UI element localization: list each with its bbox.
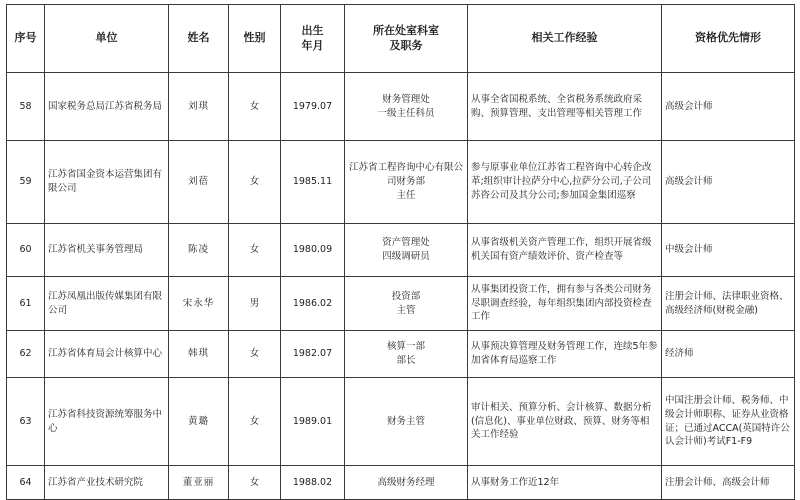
cell-experience: 从事财务工作近12年 (468, 466, 662, 500)
cell-unit: 江苏省科技资源统筹服务中心 (45, 378, 169, 466)
cell-seq: 64 (7, 466, 45, 500)
cell-name: 韩琪 (169, 331, 229, 378)
cell-experience: 审计相关、预算分析、会计核算、数据分析(信息化)、事业单位财政、预算、财务等相关工作经验 (468, 378, 662, 466)
cell-unit: 江苏省产业技术研究院 (45, 466, 169, 500)
cell-dept: 江苏省工程咨询中心有限公司财务部 主任 (345, 141, 468, 224)
cell-birth: 1982.07 (281, 331, 345, 378)
table-row (7, 277, 795, 331)
cell-birth: 1986.02 (281, 277, 345, 331)
cell-qualification: 高级会计师 (662, 141, 795, 224)
cell-dept: 高级财务经理 (345, 466, 468, 500)
cell-unit: 江苏省国金资本运营集团有限公司 (45, 141, 169, 224)
cell-unit: 国家税务总局江苏省税务局 (45, 73, 169, 141)
header-gender: 性别 (229, 5, 281, 73)
cell-experience: 从事集团投资工作，拥有参与各类公司财务尽职调查经验，每年组织集团内部投资检查工作 (468, 277, 662, 331)
cell-experience: 参与原事业单位江苏省工程咨询中心转企改革;组织审计拉萨分中心,拉萨分公司,子公司苏咨公司及其分公司;参加国金集团巡察 (468, 141, 662, 224)
cell-dept: 财务管理处 一级主任科员 (345, 73, 468, 141)
table-header-row (7, 5, 795, 73)
cell-gender: 女 (229, 466, 281, 500)
header-qualification: 资格优先情形 (662, 5, 795, 73)
header-experience: 相关工作经验 (468, 5, 662, 73)
cell-dept: 财务主管 (345, 378, 468, 466)
cell-unit: 江苏省机关事务管理局 (45, 224, 169, 277)
table-row (7, 224, 795, 277)
cell-gender: 女 (229, 331, 281, 378)
cell-gender: 女 (229, 224, 281, 277)
header-birth: 出生 年月 (281, 5, 345, 73)
cell-name: 刘蓓 (169, 141, 229, 224)
cell-qualification: 高级会计师 (662, 73, 795, 141)
cell-seq: 62 (7, 331, 45, 378)
cell-name: 黄璐 (169, 378, 229, 466)
header-unit: 单位 (45, 5, 169, 73)
cell-gender: 女 (229, 141, 281, 224)
table-row (7, 378, 795, 466)
cell-birth: 1988.02 (281, 466, 345, 500)
cell-dept: 核算一部 部长 (345, 331, 468, 378)
cell-qualification: 经济师 (662, 331, 795, 378)
cell-qualification: 中国注册会计师、税务师、中级会计师职称、证券从业资格证；已通过ACCA(英国特许公认会计师)考试F1-F9 (662, 378, 795, 466)
header-dept: 所在处室科室 及职务 (345, 5, 468, 73)
cell-gender: 男 (229, 277, 281, 331)
table-row (7, 73, 795, 141)
cell-seq: 63 (7, 378, 45, 466)
cell-qualification: 中级会计师 (662, 224, 795, 277)
cell-birth: 1985.11 (281, 141, 345, 224)
cell-seq: 58 (7, 73, 45, 141)
cell-experience: 从事省级机关资产管理工作，组织开展省级机关国有资产绩效评价、资产检查等 (468, 224, 662, 277)
cell-birth: 1980.09 (281, 224, 345, 277)
cell-birth: 1979.07 (281, 73, 345, 141)
table-row (7, 141, 795, 224)
cell-seq: 60 (7, 224, 45, 277)
cell-name: 陈凌 (169, 224, 229, 277)
cell-unit: 江苏凤凰出版传媒集团有限公司 (45, 277, 169, 331)
table-row (7, 331, 795, 378)
cell-qualification: 注册会计师、法律职业资格、高级经济师(财税金融) (662, 277, 795, 331)
cell-name: 刘琪 (169, 73, 229, 141)
cell-experience: 从事全省国税系统、全省税务系统政府采购、预算管理、支出管理等相关管理工作 (468, 73, 662, 141)
header-name: 姓名 (169, 5, 229, 73)
cell-seq: 59 (7, 141, 45, 224)
personnel-table (6, 4, 795, 500)
cell-unit: 江苏省体育局会计核算中心 (45, 331, 169, 378)
cell-dept: 投资部 主管 (345, 277, 468, 331)
header-seq: 序号 (7, 5, 45, 73)
cell-dept: 资产管理处 四级调研员 (345, 224, 468, 277)
cell-name: 董亚丽 (169, 466, 229, 500)
cell-experience: 从事预决算管理及财务管理工作，连续5年参加省体育局巡察工作 (468, 331, 662, 378)
cell-qualification: 注册会计师、高级会计师 (662, 466, 795, 500)
cell-gender: 女 (229, 378, 281, 466)
cell-birth: 1989.01 (281, 378, 345, 466)
cell-name: 宋永华 (169, 277, 229, 331)
table-row (7, 466, 795, 500)
cell-seq: 61 (7, 277, 45, 331)
cell-gender: 女 (229, 73, 281, 141)
